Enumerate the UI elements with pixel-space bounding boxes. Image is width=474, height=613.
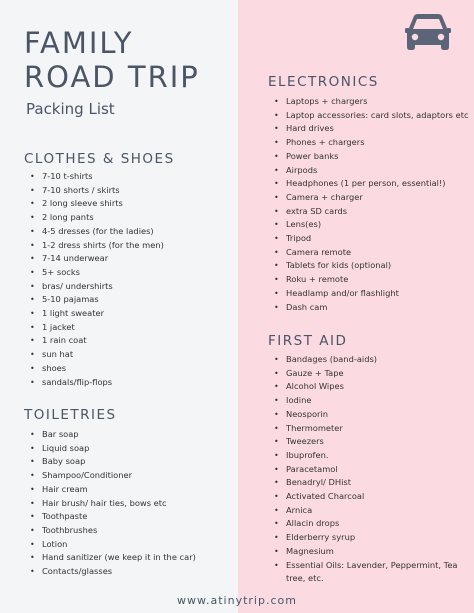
list-item: • Lotion xyxy=(30,538,235,552)
list-item: • Camera remote xyxy=(274,246,468,260)
list-item: • Ibuprofen. xyxy=(274,449,468,463)
clothes-list xyxy=(30,170,235,389)
list-item: • Lens(es) xyxy=(274,218,468,232)
list-item: • 5-10 pajamas xyxy=(30,293,235,307)
list-item: • Magnesium xyxy=(274,545,468,559)
list-item: • Shampoo/Conditioner xyxy=(30,469,235,483)
list-item: • Camera + charger xyxy=(274,191,468,205)
list-item: • Power banks xyxy=(274,150,468,164)
list-item: • bras/ undershirts xyxy=(30,280,235,294)
list-item: • Bar soap xyxy=(30,428,235,442)
list-item: • Hand sanitizer (we keep it in the car) xyxy=(30,551,235,565)
list-item: • Arnica xyxy=(274,504,468,518)
list-item: • Gauze + Tape xyxy=(274,367,468,381)
list-item: • Roku + remote xyxy=(274,273,468,287)
list-item: • Contacts/glasses xyxy=(30,565,235,579)
toiletries-heading: TOILETRIES xyxy=(24,407,117,423)
list-item: • Essential Oils: Lavender, Peppermint, Tea tree, etc. xyxy=(274,559,468,586)
list-item: • Allacin drops xyxy=(274,517,468,531)
list-item: • 5+ socks xyxy=(30,266,235,280)
list-item: • 4-5 dresses (for the ladies) xyxy=(30,225,235,239)
footer-url: www.atinytrip.com xyxy=(177,594,297,607)
list-item: • Baby soap xyxy=(30,455,235,469)
car-icon xyxy=(404,12,452,54)
list-item: • Neosporin xyxy=(274,408,468,422)
list-item: • Benadryl/ DHist xyxy=(274,476,468,490)
list-item: • Tripod xyxy=(274,232,468,246)
list-item: • 1 light sweater xyxy=(30,307,235,321)
list-item: • 7-14 underwear xyxy=(30,252,235,266)
list-item: • 7-10 shorts / skirts xyxy=(30,184,235,198)
electronics-heading: ELECTRONICS xyxy=(268,74,379,90)
list-item: • Hair brush/ hair ties, bows etc xyxy=(30,497,235,511)
clothes-heading: CLOTHES & SHOES xyxy=(24,151,175,167)
list-item: • 1 jacket xyxy=(30,321,235,335)
list-item: • Laptops + chargers xyxy=(274,95,468,109)
list-item: • Iodine xyxy=(274,394,468,408)
list-item: • 7-10 t-shirts xyxy=(30,170,235,184)
toiletries-list xyxy=(30,428,235,579)
list-item: • Paracetamol xyxy=(274,463,468,477)
list-item: • Activated Charcoal xyxy=(274,490,468,504)
list-item: • extra SD cards xyxy=(274,205,468,219)
list-item: • Tablets for kids (optional) xyxy=(274,259,468,273)
list-item: • Laptop accessories: card slots, adaptors etc xyxy=(274,109,468,123)
title-line-2: ROAD TRIP xyxy=(24,60,200,94)
list-item: • 1-2 dress shirts (for the men) xyxy=(30,239,235,253)
page-title xyxy=(24,26,200,94)
list-item: • Thermometer xyxy=(274,422,468,436)
list-item: • Airpods xyxy=(274,164,468,178)
list-item: • Tweezers xyxy=(274,435,468,449)
list-item: • Headlamp and/or flashlight xyxy=(274,287,468,301)
title-line-1: FAMILY xyxy=(24,26,134,60)
list-item: • Phones + chargers xyxy=(274,136,468,150)
list-item: • Headphones (1 per person, essential!) xyxy=(274,177,468,191)
list-item: • Toothbrushes xyxy=(30,524,235,538)
list-item: • Dash cam xyxy=(274,301,468,315)
list-item: • Elderberry syrup xyxy=(274,531,468,545)
list-item: • 2 long pants xyxy=(30,211,235,225)
list-item: • sandals/flip-flops xyxy=(30,376,235,390)
list-item: • Hard drives xyxy=(274,122,468,136)
first-aid-heading: FIRST AID xyxy=(268,333,348,349)
first-aid-list xyxy=(274,353,468,586)
list-item: • 2 long sleeve shirts xyxy=(30,197,235,211)
list-item: • Toothpaste xyxy=(30,510,235,524)
page-subtitle: Packing List xyxy=(26,100,115,118)
list-item: • Bandages (band-aids) xyxy=(274,353,468,367)
list-item: • Liquid soap xyxy=(30,442,235,456)
list-item: • shoes xyxy=(30,362,235,376)
list-item: • Alcohol Wipes xyxy=(274,380,468,394)
list-item: • Hair cream xyxy=(30,483,235,497)
list-item: • sun hat xyxy=(30,348,235,362)
electronics-list xyxy=(274,95,468,314)
list-item: • 1 rain coat xyxy=(30,334,235,348)
